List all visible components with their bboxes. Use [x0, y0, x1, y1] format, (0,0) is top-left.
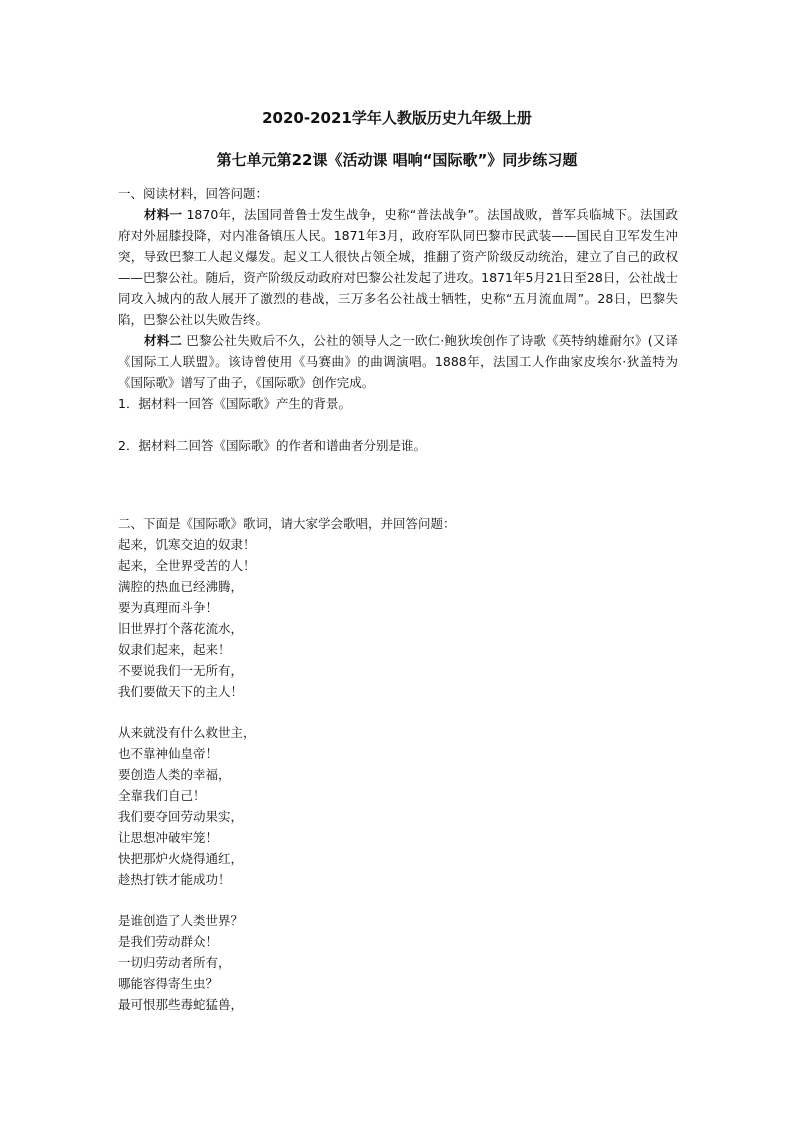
lyric-line: 让思想冲破牢笼！ — [118, 830, 219, 845]
lyric-line: 是我们劳动群众！ — [118, 934, 219, 949]
lyric-line: 旧世界打个落花流水， — [118, 621, 244, 636]
section-reading — [118, 183, 678, 456]
question-2: 2．据材料二回答《国际歌》的作者和谱曲者分别是谁。 — [118, 438, 426, 453]
lyric-line: 起来，全世界受苦的人！ — [118, 558, 256, 573]
lyric-line: 我们要夺回劳动果实， — [118, 809, 244, 824]
section-heading: 一、阅读材料，回答问题： — [118, 186, 269, 201]
material-one-label: 材料一 — [144, 207, 183, 222]
lyric-line: 起来，饥寒交迫的奴隶！ — [118, 537, 256, 552]
lyric-line: 满腔的热血已经沸腾， — [118, 579, 244, 594]
lyric-line: 要创造人类的幸福， — [118, 767, 231, 782]
lyrics-stanza-2 — [118, 722, 256, 890]
lyrics-stanza-3 — [118, 910, 243, 1015]
material-two-label: 材料二 — [144, 333, 183, 348]
section-heading: 二、下面是《国际歌》歌词，请大家学会歌唱，并回答问题： — [118, 516, 456, 531]
lyric-line: 全靠我们自己！ — [118, 788, 206, 803]
answer-space-1 — [118, 414, 678, 435]
document-subtitle: 第七单元第22课《活动课 唱响“国际歌”》同步练习题 — [216, 151, 578, 169]
material-one-paragraph — [118, 204, 678, 330]
material-two-paragraph — [118, 330, 678, 393]
lyric-line: 一切归劳动者所有， — [118, 955, 231, 970]
section-lyrics-heading-block — [118, 513, 678, 534]
lyric-line: 从来就没有什么救世主， — [118, 725, 256, 740]
lyric-line: 趁热打铁才能成功！ — [118, 872, 231, 887]
lyric-line: 我们要做天下的主人！ — [118, 684, 244, 699]
lyric-line: 奴隶们起来，起来！ — [118, 642, 231, 657]
lyric-line: 哪能容得寄生虫？ — [118, 976, 219, 991]
material-two-text: 巴黎公社失败后不久，公社的领导人之一欧仁·鲍狄埃创作了诗歌《英特纳雄耐尔》(又译《国际工人联盟》。该诗曾使用《马赛曲》的曲调演唱。1888年，法国工人作曲家皮埃尔·狄盖特为《国际歌》谱写了曲子，《国际歌》创作完成。 — [118, 333, 678, 390]
lyrics-stanza-1 — [118, 534, 256, 702]
lyric-line: 也不靠神仙皇帝！ — [118, 746, 219, 761]
lyric-line: 快把那炉火烧得通红， — [118, 851, 244, 866]
lyric-line: 不要说我们一无所有， — [118, 663, 244, 678]
document-title: 2020-2021学年人教版历史九年级上册 — [262, 109, 532, 127]
lyric-line: 最可恨那些毒蛇猛兽， — [118, 997, 244, 1012]
question-1: 1．据材料一回答《国际歌》产生的背景。 — [118, 396, 351, 411]
lyric-line: 是谁创造了人类世界？ — [118, 913, 244, 928]
material-one-text: 1870年，法国同普鲁士发生战争，史称“普法战争”。法国战败，普军兵临城下。法国政府对外屈膝投降，对内准备镇压人民。1871年3月，政府军队同巴黎市民武装——国民自卫军发生冲突，导致巴黎工人起义爆发。起义工人很快占领全城，推翻了资产阶级反动统治，建立了自己的政权——巴黎公社。随后，资产阶级反动政府对巴黎公社发起了进攻。1871年5月21日至28日，公社战士同攻入城内的敌人展开了激烈的巷战，三万多名公社战士牺牲，史称“五月流血周”。28日，巴黎失陷，巴黎公社以失败告终。 — [118, 207, 678, 327]
lyric-line: 要为真理而斗争！ — [118, 600, 219, 615]
